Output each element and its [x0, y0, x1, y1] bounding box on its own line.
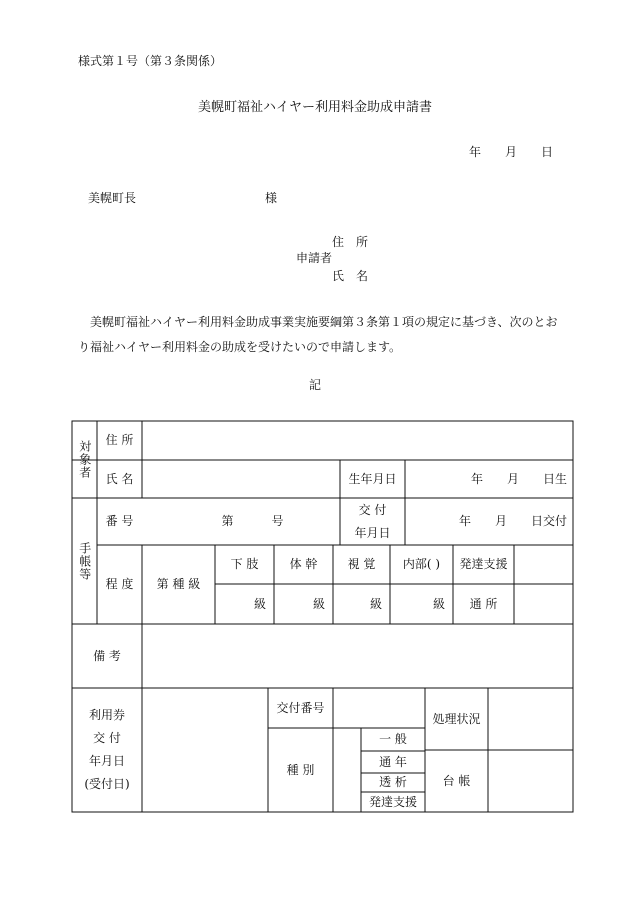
applicant-label: 申請者 — [296, 251, 333, 265]
birth-date-value: 年 月 日生 — [470, 471, 567, 486]
handbook-label: 手帳等 — [77, 541, 92, 581]
body-text: 美幌町福祉ハイヤー利用料金助成事業実施要綱第３条第１項の規定に基づき、次のとおり福祉ハイヤー利用料金の助成を受けたいので申請します。 — [78, 315, 558, 354]
lower-limb-kyu: 級 — [253, 596, 266, 611]
tsusho-label: 通 所 — [469, 596, 498, 611]
form-label: 様式第１号（第３条関係） — [78, 54, 223, 68]
applicant-name-label: 氏 名 — [332, 269, 369, 283]
coupon-line-4: (受付日) — [84, 777, 130, 791]
trunk-kyu: 級 — [312, 596, 325, 611]
type-dialysis: 透 析 — [379, 775, 407, 790]
type-general: 一 般 — [379, 732, 407, 747]
ledger-label: 台 帳 — [442, 773, 471, 788]
remarks-label: 備 考 — [93, 648, 121, 663]
lower-limb-label: 下 肢 — [230, 557, 259, 572]
type-yearly: 通 年 — [379, 754, 407, 769]
applicant-address-label: 住 所 — [332, 235, 369, 249]
number-label: 番 号 — [105, 514, 134, 529]
issue-date-value: 年 月 日交付 — [458, 514, 567, 529]
issue-label-1: 交 付 — [358, 502, 387, 517]
coupon-line-1: 利用券 — [88, 708, 125, 722]
processing-status-label: 処理状況 — [432, 711, 481, 726]
addressee-honorific: 様 — [265, 191, 278, 205]
number-go: 号 — [271, 514, 284, 529]
ki-heading: 記 — [308, 378, 321, 392]
coupon-line-3: 年月日 — [88, 754, 125, 768]
page-title: 美幌町福祉ハイヤー利用料金助成申請書 — [197, 100, 432, 115]
birth-date-label: 生年月日 — [348, 471, 397, 486]
vision-kyu: 級 — [369, 596, 382, 611]
internal-kyu: 級 — [432, 596, 445, 611]
internal-label: 内部( ) — [402, 557, 441, 572]
application-date: 年 月 日 — [468, 145, 553, 159]
issue-label-2: 年月日 — [354, 526, 391, 541]
vision-label: 視 覚 — [347, 557, 376, 572]
dev-support-label: 発達支援 — [459, 557, 508, 572]
coupon-line-2: 交 付 — [93, 731, 121, 745]
address-label: 住 所 — [105, 433, 134, 448]
degree-label: 程 度 — [105, 577, 134, 592]
coupon-issue-label — [72, 688, 142, 812]
type-dev-support: 発達支援 — [368, 794, 417, 809]
subject-label: 対象者 — [77, 440, 92, 479]
type-label: 種 別 — [286, 762, 315, 777]
issue-number-label: 交付番号 — [276, 700, 325, 715]
number-dai: 第 — [221, 514, 234, 529]
trunk-label: 体 幹 — [289, 557, 318, 572]
class-label: 第 種 級 — [156, 577, 201, 592]
addressee-name: 美幌町長 — [88, 191, 137, 205]
name-label: 氏 名 — [105, 471, 134, 486]
